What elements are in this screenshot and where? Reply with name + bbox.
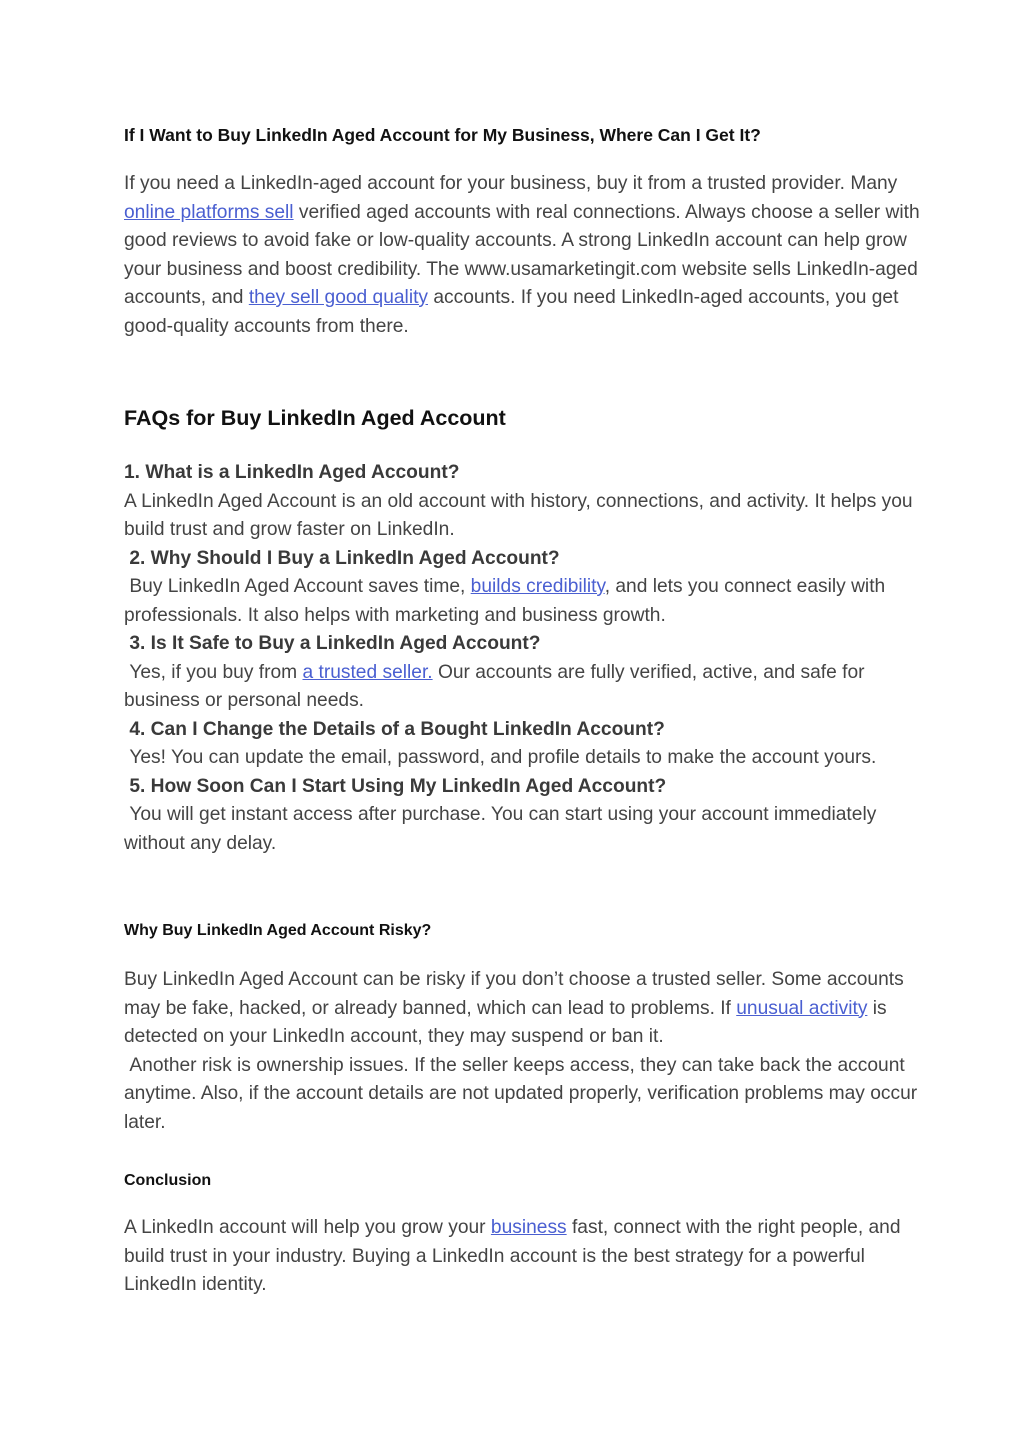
faq-question-4: 4. Can I Change the Details of a Bought LinkedIn Account? bbox=[124, 718, 665, 740]
faq-answer-4: Yes! You can update the email, password, and profile details to make the account yours. bbox=[124, 747, 877, 768]
section-heading-faqs: FAQs for Buy LinkedIn Aged Account bbox=[124, 406, 506, 430]
faq-question-3: 3. Is It Safe to Buy a LinkedIn Aged Account? bbox=[124, 633, 541, 654]
faq-answer-3 bbox=[124, 659, 924, 716]
text-run: Buy LinkedIn Aged Account can be risky if you don’t choose a trusted seller. Some accounts may be fake, hacked, or already banned, which can lead to problems. If bbox=[124, 969, 904, 1019]
faq-answer-5: You will get instant access after purchase. You can start using your account immediately without any delay. bbox=[124, 804, 882, 854]
text-run: verified aged accounts with real connections. Always choose a seller with good reviews to avoid fake or low-quality accounts. A strong LinkedIn account can help grow your business and boost credibility. The www.usamarketingit.com website sells LinkedIn-aged accounts, and bbox=[124, 201, 920, 308]
faq-question-5: 5. How Soon Can I Start Using My LinkedIn Aged Account? bbox=[124, 775, 667, 797]
link-online-platforms-sell[interactable]: online platforms sell bbox=[124, 201, 294, 223]
faq-answer-1: A LinkedIn Aged Account is an old account with history, connections, and activity. It helps you build trust and grow faster on LinkedIn. bbox=[124, 490, 913, 540]
faq-question-2: 2. Why Should I Buy a LinkedIn Aged Account? bbox=[124, 547, 560, 569]
text-run: Our accounts are fully verified, active, and safe for business or personal needs. bbox=[124, 661, 865, 711]
text-run: If you need a LinkedIn-aged account for your business, buy it from a trusted provider. Many bbox=[124, 173, 898, 194]
faq-list bbox=[124, 459, 924, 858]
text-run: , and lets you connect easily with professionals. It also helps with marketing and business growth. bbox=[124, 576, 886, 626]
paragraph-where-to-buy bbox=[124, 170, 924, 341]
link-business[interactable]: business bbox=[490, 1217, 567, 1238]
risky-text-2: Another risk is ownership issues. If the seller keeps access, they can take back the account anytime. Also, if the account details are not updated properly, verification problems may occur later. bbox=[124, 1054, 923, 1133]
link-unusual-activity[interactable]: unusual activity bbox=[736, 997, 868, 1019]
link-they-sell-good-quality[interactable]: they sell good quality bbox=[248, 287, 429, 308]
section-heading-where-to-buy: If I Want to Buy LinkedIn Aged Account for My Business, Where Can I Get It? bbox=[124, 125, 761, 145]
section-heading-conclusion: Conclusion bbox=[124, 1172, 212, 1189]
faq-answer-2 bbox=[124, 573, 924, 630]
section-heading-risky: Why Buy LinkedIn Aged Account Risky? bbox=[124, 922, 432, 939]
text-run: Yes, if you buy from bbox=[124, 661, 303, 683]
link-a-trusted-seller[interactable]: a trusted seller. bbox=[302, 661, 433, 683]
text-run: accounts. If you need LinkedIn-aged accounts, you get good-quality accounts from there. bbox=[124, 287, 899, 337]
paragraph-risky bbox=[124, 966, 924, 1137]
paragraph-conclusion bbox=[124, 1214, 924, 1300]
text-run: A LinkedIn account will help you grow your bbox=[124, 1217, 491, 1238]
risky-text-1 bbox=[124, 966, 924, 1052]
text-run: fast, connect with the right people, and build trust in your industry. Buying a LinkedIn account is the best strategy for a powerful LinkedIn identity. bbox=[124, 1217, 901, 1295]
link-builds-credibility[interactable]: builds credibility bbox=[470, 576, 605, 597]
faq-question-1: 1. What is a LinkedIn Aged Account? bbox=[124, 462, 460, 483]
text-run: Buy LinkedIn Aged Account saves time, bbox=[124, 576, 471, 597]
text-run: is detected on your LinkedIn account, they may suspend or ban it. bbox=[124, 997, 887, 1047]
